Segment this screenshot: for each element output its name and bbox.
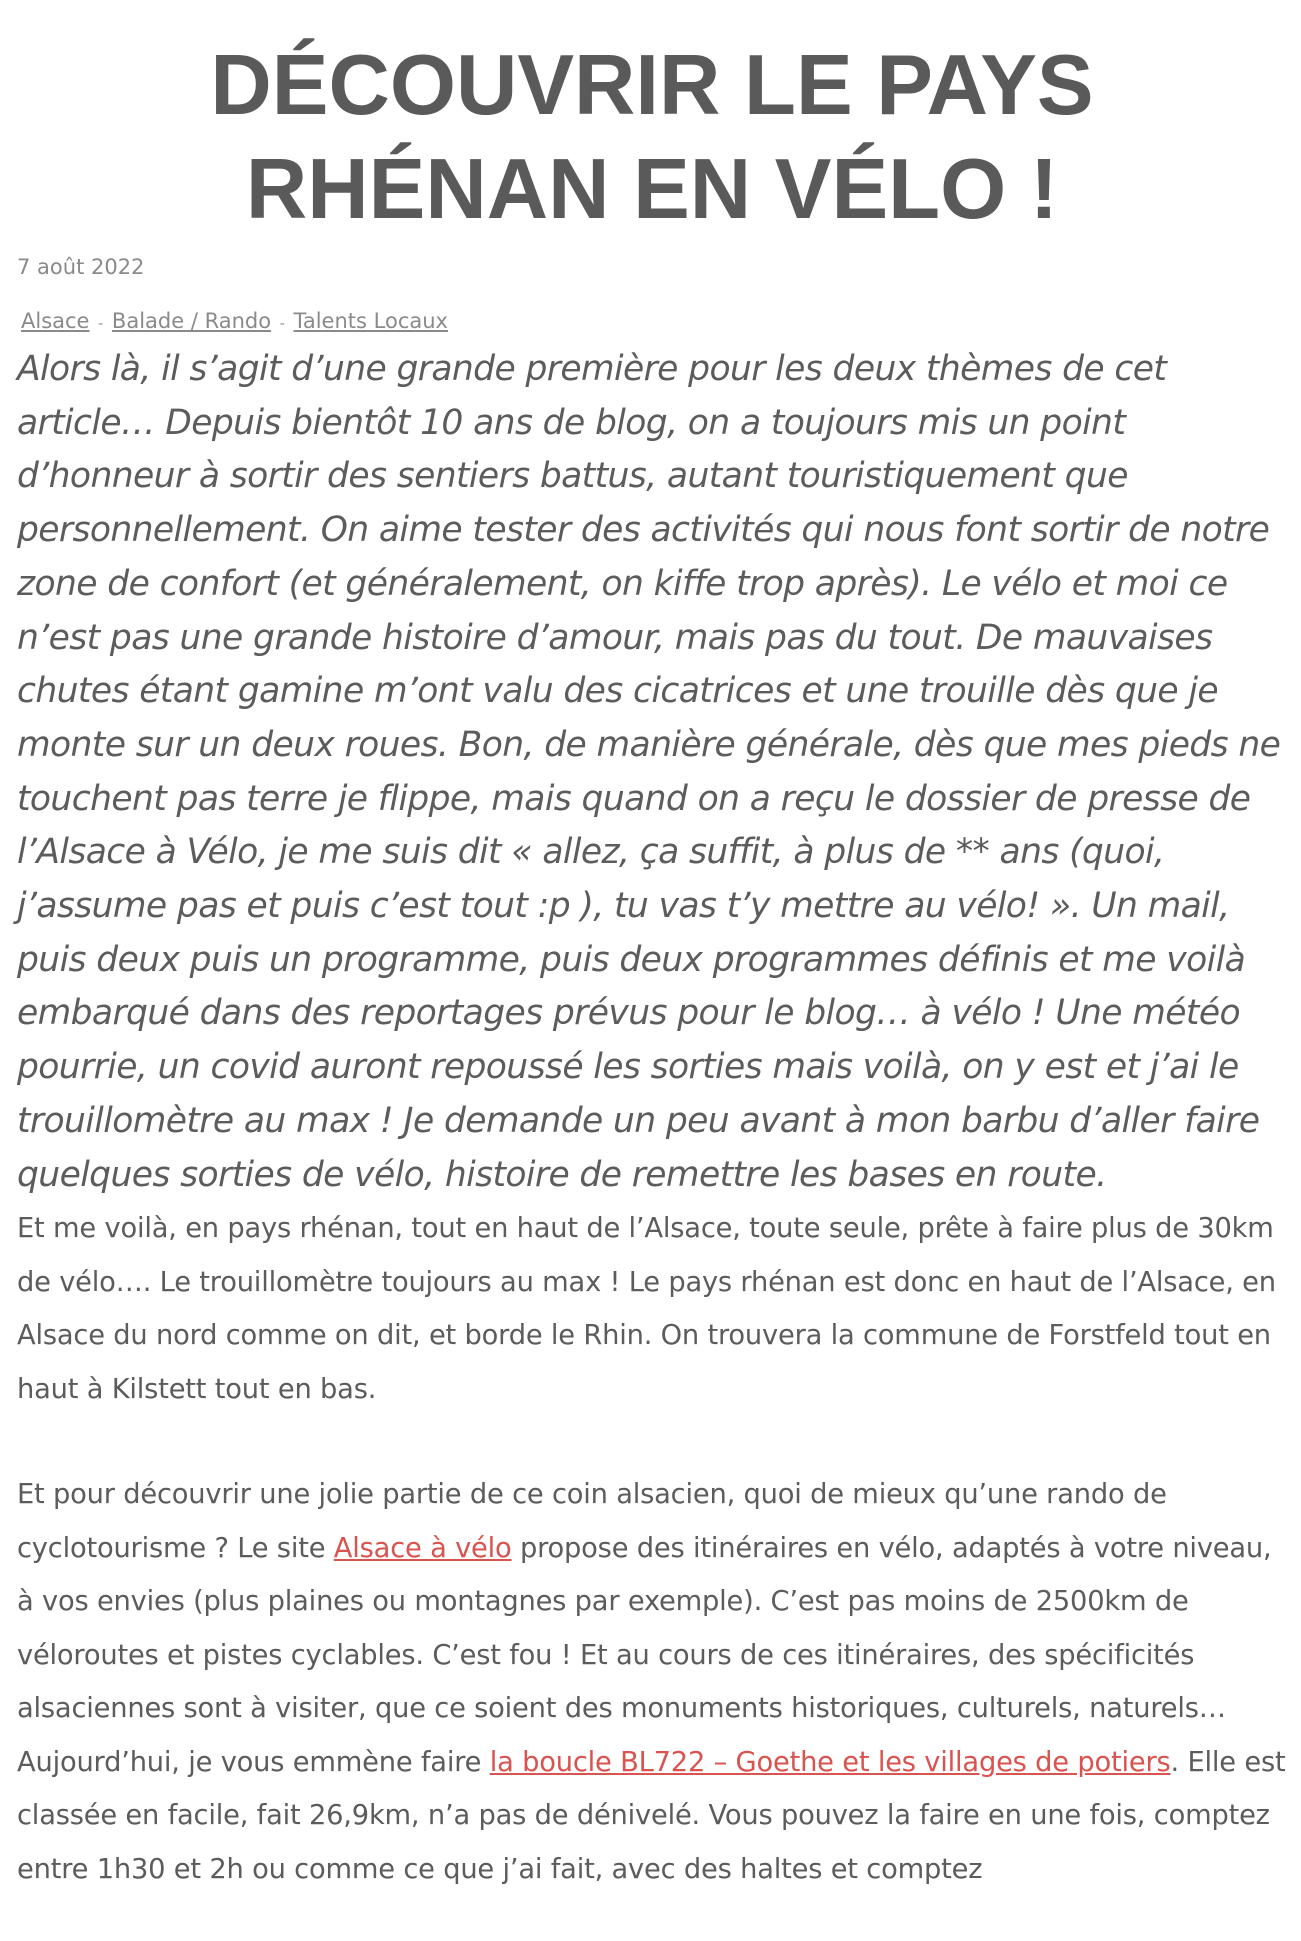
paragraph-text: Aujourd’hui, je vous emmène faire: [17, 1746, 490, 1778]
paragraph-text: propose des itinéraires en vélo, adaptés à votre niveau, à vos envies (plus plaines ou montagnes par exemple). C’est pas moins de 2500km de véloroutes et pistes cyclables. C’est fou ! Et au cours de ces itinéraires, des spécificités alsaciennes sont à visiter, que ce soient des monuments historiques, culturels, naturels…: [17, 1532, 1272, 1725]
intro-paragraph: Alors là, il s’agit d’une grande première pour les deux thèmes de cet article… Depuis bientôt 10 ans de blog, on a toujours mis un point d’honneur à sortir des sentiers battus, autant touristiquement que personnellement. On aime tester des activités qui nous font sortir de notre zone de confort (et généralement, on kiffe trop après). Le vélo et moi ce n’est pas une grande histoire d’amour, mais pas du tout. De mauvaises chutes étant gamine m’ont valu des cicatrices et une trouille dès que je monte sur un deux roues. Bon, de manière générale, dès que mes pieds ne touchent pas terre je flippe, mais quand on a reçu le dossier de presse de l’Alsace à Vélo, je me suis dit « allez, ça suffit, à plus de ** ans (quoi, j’assume pas et puis c’est tout :p ), tu vas t’y mettre au vélo! ». Un mail, puis deux puis un programme, puis deux programmes définis et me voilà embarqué dans des reportages prévus pour le blog… à vélo ! Une météo pourrie, un covid auront repoussé les sorties mais voilà, on y est et j’ai le trouillomètre au max ! Je demande un peu avant à mon barbu d’aller faire quelques sorties de vélo, histoire de remettre les bases en route.: [17, 349, 1281, 1195]
paragraph-text: Et pour découvrir une jolie partie de ce coin alsacien, quoi de mieux qu’une rando de cyclotourisme ? Le site: [17, 1479, 1167, 1564]
paragraph-text: . Elle est classée en facile, fait 26,9km, n’a pas de dénivelé. Vous pouvez la faire en une fois, comptez entre 1h30 et 2h ou comme ce que j’ai fait, avec des haltes et comptez: [17, 1746, 1286, 1885]
tag-separator: -: [98, 316, 104, 332]
page-title: DÉCOUVRIR LE PAYS RHÉNAN EN VÉLO !: [210, 38, 1094, 237]
category-tags: [17, 305, 1287, 337]
post-date: 7 août 2022: [17, 255, 145, 279]
body-paragraph: Et me voilà, en pays rhénan, tout en haut de l’Alsace, toute seule, prête à faire plus de 30km de vélo…. Le trouillomètre toujours au max ! Le pays rhénan est donc en haut de l’Alsace, en Alsace du nord comme on dit, et borde le Rhin. On trouvera la commune de Forstfeld tout en haut à Kilstett tout en bas.: [17, 1213, 1276, 1405]
paragraph-gap: [17, 1416, 1287, 1468]
tag-link-alsace[interactable]: Alsace: [21, 309, 90, 333]
alsace-a-velo-link[interactable]: Alsace à vélo: [333, 1532, 512, 1564]
body-paragraph: [17, 1736, 1287, 1897]
tag-link-talents-locaux[interactable]: Talents Locaux: [293, 309, 448, 333]
boucle-bl722-link[interactable]: la boucle BL722 – Goethe et les villages de potiers: [489, 1746, 1171, 1778]
tag-link-balade-rando[interactable]: Balade / Rando: [111, 309, 272, 333]
body-paragraph: [17, 1468, 1287, 1736]
tag-separator: -: [279, 316, 285, 332]
